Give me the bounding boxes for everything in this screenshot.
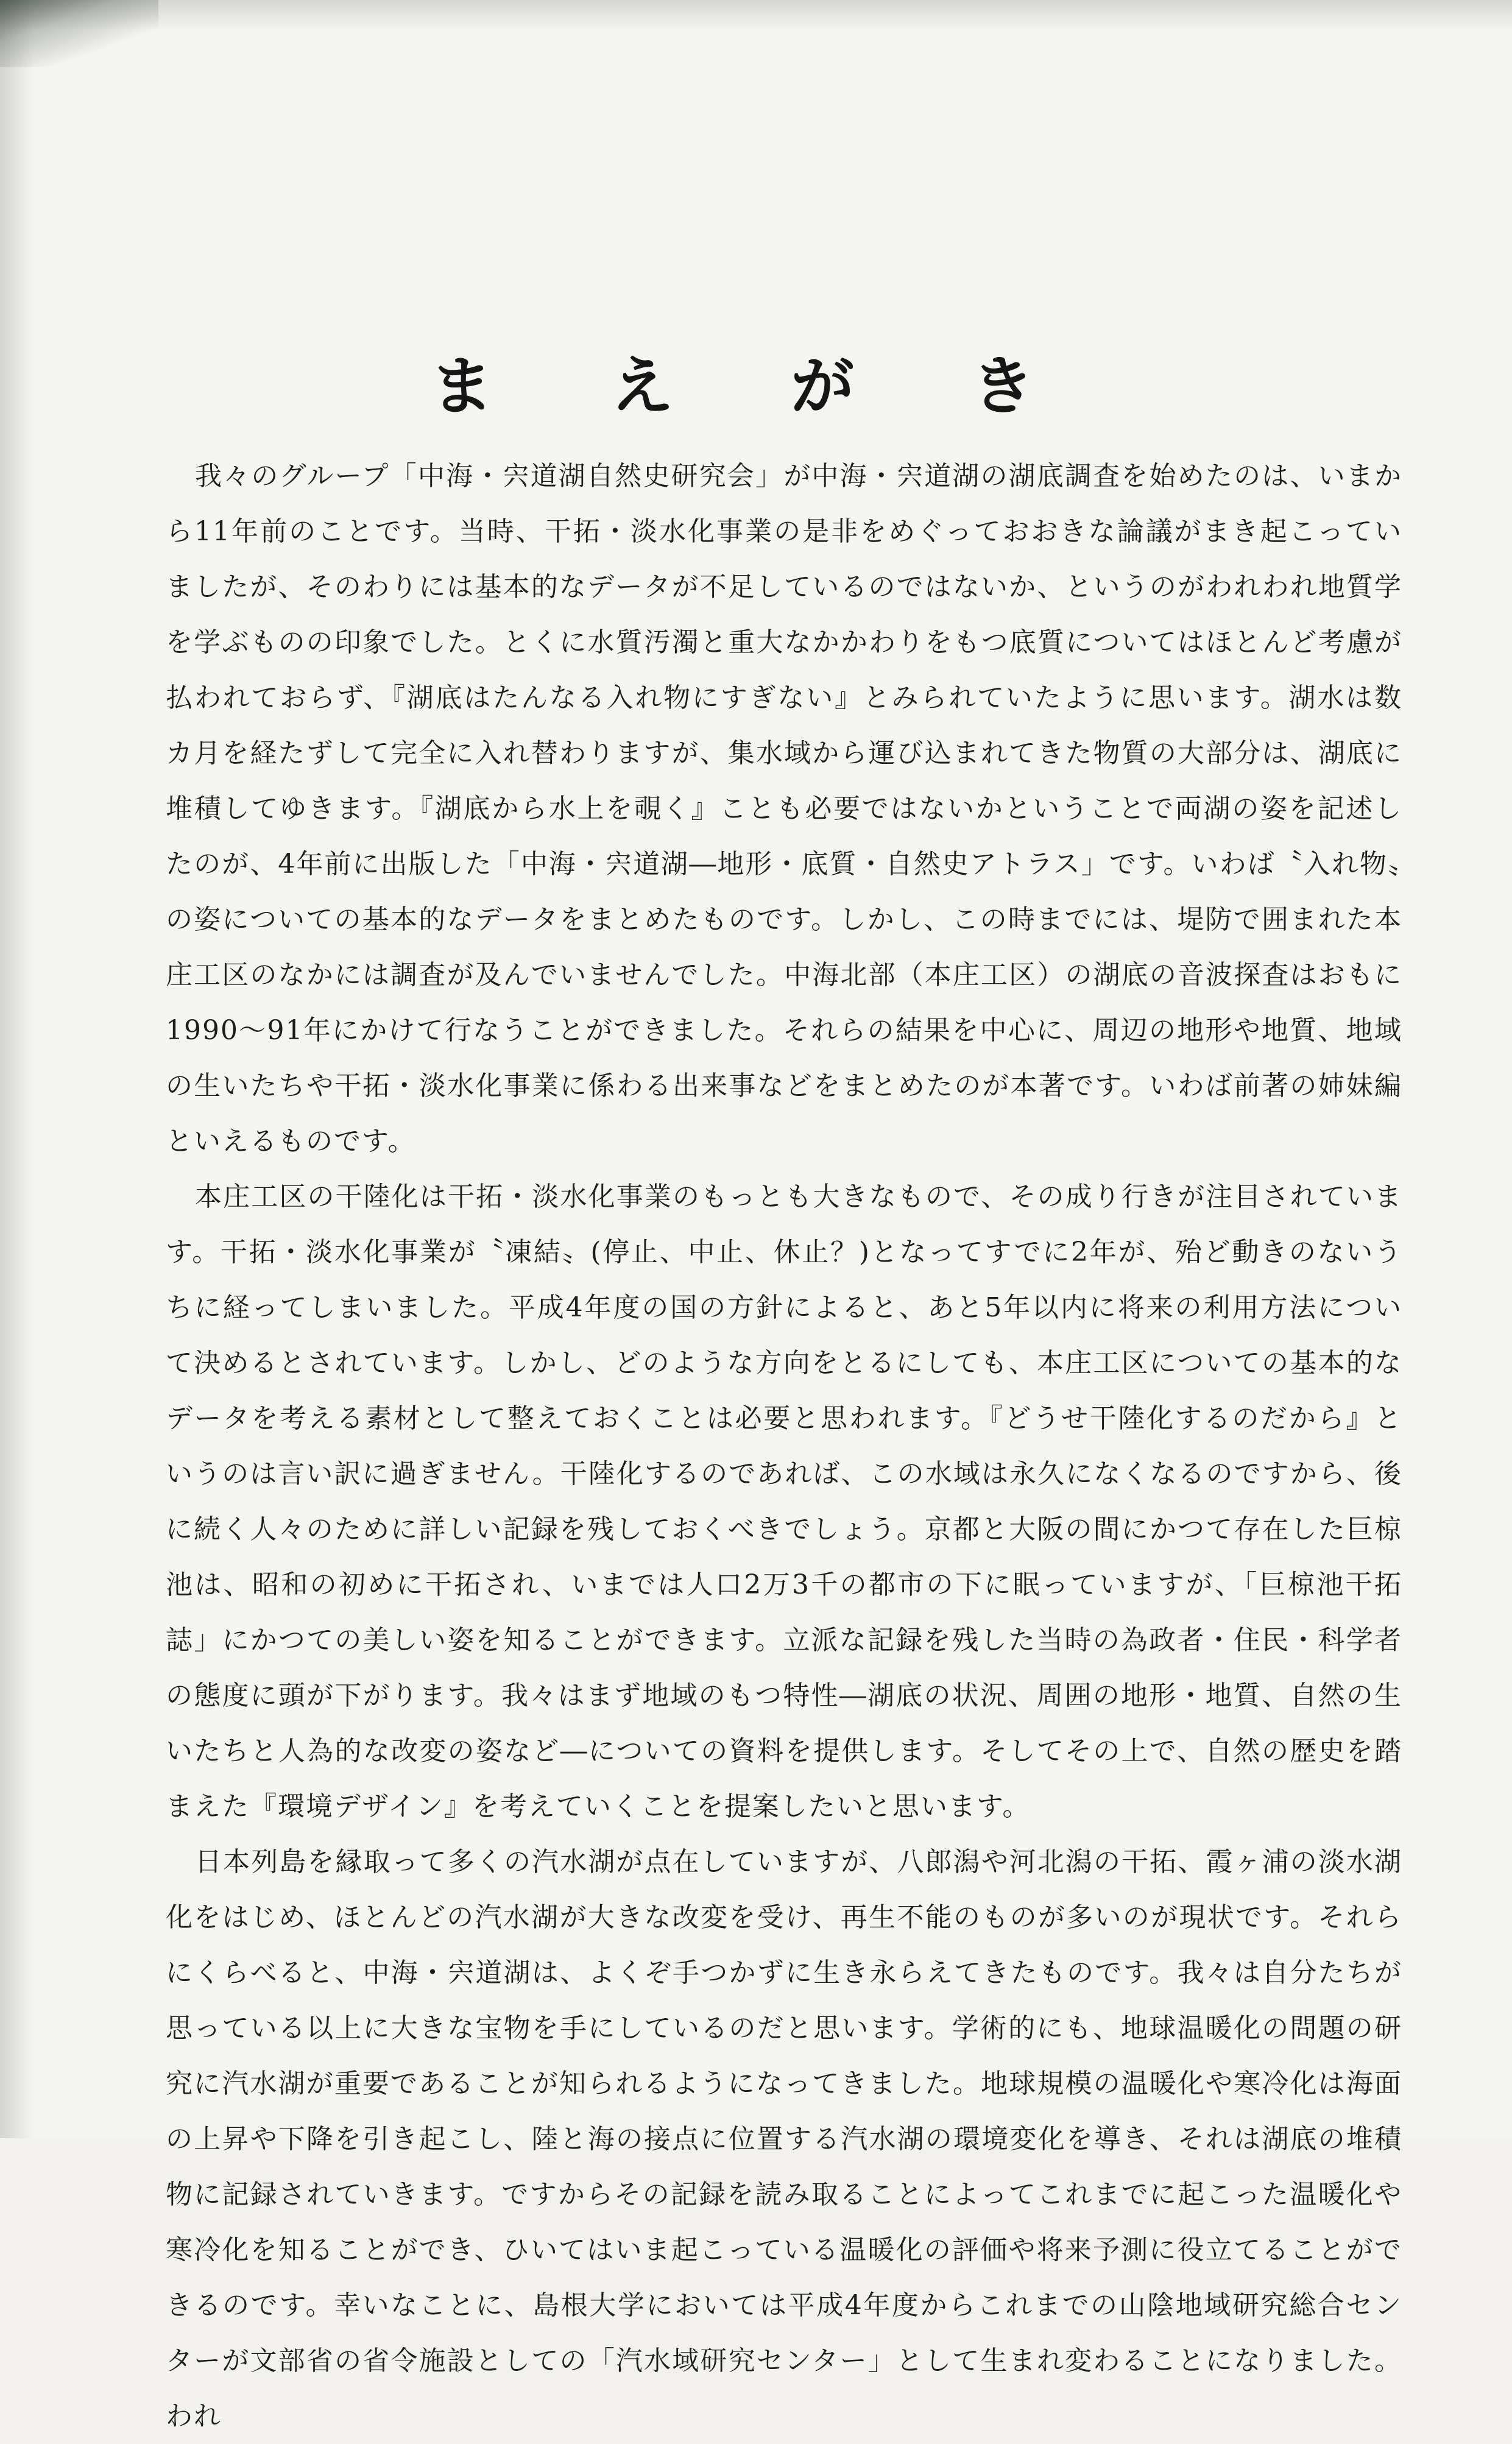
scan-edge-shadow-left xyxy=(0,0,34,2138)
page-title: ま え が き xyxy=(429,348,1083,423)
scan-corner-shadow xyxy=(0,0,158,67)
paragraph-3: 日本列島を縁取って多くの汽水湖が点在していますが、八郎潟や河北潟の干拓、霞ヶ浦の淡水湖化をはじめ、ほとんどの汽水湖が大きな改変を受け、再生不能のものが多いのが現状です。それらにくらべると、中海・宍道湖は、よくぞ手つかずに生き永らえてきたものです。我々は自分たちが思っている以上に大きな宝物を手にしているのだと思います。学術的にも、地球温暖化の問題の研究に汽水湖が重要であることが知られるようになってきました。地球規模の温暖化や寒冷化は海面の上昇や下降を引き起こし、陸と海の接点に位置する汽水湖の環境変化を導き、それは湖底の堆積物に記録されていきます。ですからその記録を読み取ることによってこれまでに起こった温暖化や寒冷化を知ることができ、ひいてはいま起こっている温暖化の評価や将来予測に役立てることができるのです。幸いなことに、島根大学においては平成4年度からこれまでの山陰地域研究総合センターが文部省の省令施設としての「汽水域研究センター」として生まれ変わることになりました。われ xyxy=(166,1846,1402,2432)
paragraph-2: 本庄工区の干陸化は干拓・淡水化事業のもっとも大きなもので、その成り行きが注目されています。干拓・淡水化事業が〝凍結〟(停止、中止、休止？)となってすでに2年が、殆ど動きのないうちに経ってしまいました。平成4年度の国の方針によると、あと5年以内に将来の利用方法について決めるとされています。しかし、どのような方向をとるにしても、本庄工区についての基本的なデータを考える素材として整えておくことは必要と思われます。『どうせ干陸化するのだから』というのは言い訳に過ぎません。干陸化するのであれば、この水域は永久になくなるのですから、後に続く人々のために詳しい記録を残しておくべきでしょう。京都と大阪の間にかつて存在した巨椋池は、昭和の初めに干拓され、いまでは人口2万3千の都市の下に眠っていますが、「巨椋池干拓誌」にかつての美しい姿を知ることができます。立派な記録を残した当時の為政者・住民・科学者の態度に頭が下がります。我々はまず地域のもつ特性―湖底の状況、周囲の地形・地質、自然の生いたちと人為的な改変の姿など―についての資料を提供します。そしてその上で、自然の歴史を踏まえた『環境デザイン』を考えていくことを提案したいと思います。 xyxy=(166,1181,1402,1822)
body-text xyxy=(166,448,1402,2444)
paragraph-1: 我々のグループ「中海・宍道湖自然史研究会」が中海・宍道湖の湖底調査を始めたのは、いまから11年前のことです。当時、干拓・淡水化事業の是非をめぐっておおきな論議がまき起こっていましたが、そのわりには基本的なデータが不足しているのではないか、というのがわれわれ地質学を学ぶものの印象でした。とくに水質汚濁と重大なかかわりをもつ底質についてはほとんど考慮が払われておらず、『湖底はたんなる入れ物にすぎない』とみられていたように思います。湖水は数カ月を経たずして完全に入れ替わりますが、集水域から運び込まれてきた物質の大部分は、湖底に堆積してゆきます。『湖底から水上を覗く』ことも必要ではないかということで両湖の姿を記述したのが、4年前に出版した「中海・宍道湖―地形・底質・自然史アトラス」です。いわば〝入れ物〟の姿についての基本的なデータをまとめたものです。しかし、この時までには、堤防で囲まれた本庄工区のなかには調査が及んでいませんでした。中海北部（本庄工区）の湖底の音波探査はおもに1990～91年にかけて行なうことができました。それらの結果を中心に、周辺の地形や地質、地域の生いたちや干拓・淡水化事業に係わる出来事などをまとめたのが本著です。いわば前著の姉妹編といえるものです。 xyxy=(166,461,1402,1157)
scan-edge-shadow-top xyxy=(0,0,1512,30)
